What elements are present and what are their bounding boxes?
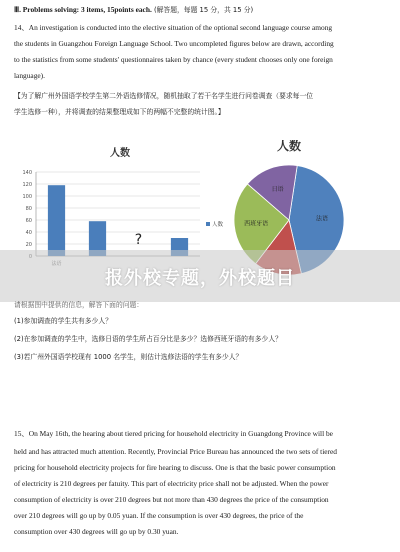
section-number: Ⅲ. — [14, 5, 23, 14]
subq-intro: 请根据图中提供的信息，解答下面的问题： — [14, 301, 144, 309]
bar-legend-swatch — [206, 222, 210, 226]
q14-line-3: to the statistics from some students' questionnaires taken by chance (every student chooses only one foreign — [14, 55, 333, 64]
q15-line-2: held and has attracted much attention. Recently, Provincial Price Bureau has announced the two sets of tiered — [14, 447, 337, 456]
bar-ytick-label: 80 — [25, 206, 32, 212]
subq-1: (1)参加调查的学生共有多少人？ — [14, 317, 112, 325]
pie-slice-label: 法语 — [315, 215, 328, 223]
bar-ytick-label: 100 — [22, 194, 32, 200]
bar-mark — [48, 185, 65, 256]
banner-text: 报外校专题，外校题目 — [105, 268, 295, 289]
watermark-banner — [0, 250, 400, 302]
section-heading — [14, 4, 386, 16]
bar-ytick-label: 140 — [22, 170, 32, 176]
pie-slice-label: 西班牙语 — [244, 220, 269, 228]
bar-chart-title: 人数 — [110, 148, 130, 159]
q14-line-2: the students in Guangzhou Foreign Language School. Two uncompleted figures below are drawn, according — [14, 39, 334, 48]
section-heading-en: Problems solving: 3 items, 15points each. — [22, 5, 152, 14]
q14-line-4: language). — [14, 71, 45, 80]
bar-ytick-label: 40 — [25, 230, 32, 236]
q15-line-4: of electricity is 210 degrees per fatuity. This part of electricity price shall not be adjusted. When the power — [14, 479, 329, 488]
bar-chart-legend — [206, 220, 224, 228]
q14-zh-line-2: 学生选修一种），并将调查的结果整理成如下的两幅不完整的统计图。】 — [14, 108, 225, 116]
q14-zh-line-1: 【为了解广州外国语学校学生第二外语选修情况，随机抽取了若干名学生进行问卷调查（要求每一位 — [14, 92, 314, 100]
section-heading-zh: (解答题，每题 15 分，共 15 分) — [151, 6, 254, 14]
q15-line-1: 15、On May 16th, the hearing about tiered pricing for household electricity in Guangdong Province will be — [14, 429, 333, 438]
q15-line-5: consumption of electricity is over 210 degrees but not more than 430 degrees the price of the consumption — [14, 495, 329, 504]
bar-legend-label: 人数 — [212, 222, 224, 228]
bar-unknown-mark: ? — [134, 232, 143, 248]
q14-line-1: 14、An investigation is conducted into the elective situation of the optional second language course among — [14, 23, 333, 32]
q15-line-7: consumption over 430 degrees will go up by 0.30 yuan. — [14, 527, 179, 536]
bar-ytick-label: 120 — [22, 182, 32, 188]
subq-3: (3)若广州外国语学校现有 1000 名学生，则估计选修法语的学生有多少人？ — [14, 353, 243, 361]
q15-line-6: over 210 degrees will go up by 0.05 yuan. If the consumption is over 430 degrees, the price of the — [14, 511, 304, 520]
bar-ytick-label: 60 — [25, 218, 32, 224]
q15-line-3: pricing for household electricity projects for fire hearing to discuss. One is that the basic power consumption — [14, 463, 336, 472]
pie-slice-label: 日语 — [271, 186, 284, 194]
subq-2: (2)在参加调查的学生中，选修日语的学生所占百分比是多少？选修西班牙语的有多少人？ — [14, 335, 282, 343]
bar-ytick-label: 20 — [25, 242, 32, 248]
pie-chart-title: 人数 — [276, 140, 302, 153]
bar-chart — [22, 146, 223, 267]
